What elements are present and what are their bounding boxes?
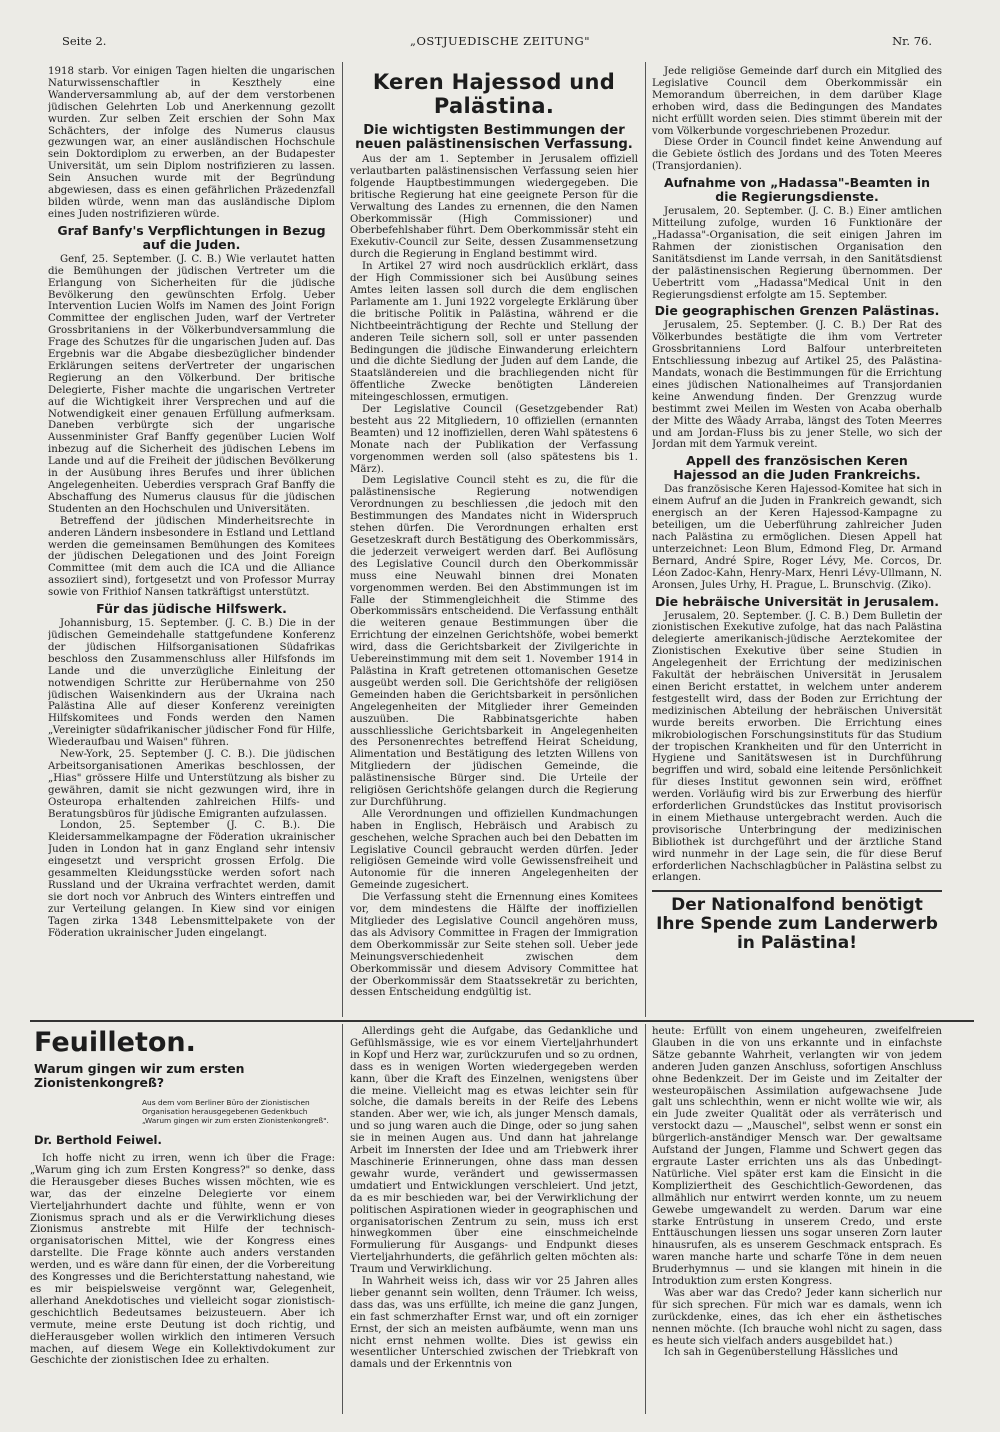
article-text: Johannisburg, 15. September. (J. C. B.) Die in der jüdischen Gemeindehalle stattgefundene Konferenz der jüdischen Hilfsorganisationen Südafrikas beschloss den Zusammenschluss aller Hilfsfonds im Lande und die unverzügliche Einleitung der notwendigen Schritte zur Herübernahme von 250 jüdischen Waisenkindern aus der Ukraina nach Palästina Alle auf dieser Konferenz vereinigten Hilfskomitees und Fonds werden den Namen „Vereinigter südafrikanischer jüdischer Fond für Hilfe, Wiederaufbau und Waisen" führen. [48,618,335,749]
running-head [0,34,1000,56]
column-rule [645,1024,646,1414]
article-heading: Appell des französischen Keren Hajessod an die Juden Frankreichs. [673,453,921,483]
article-text: Diese Order in Council findet keine Anwendung auf die Gebiete östlich des Jordans und des Toten Meeres (Transjordanien). [652,137,942,173]
feuilleton-title: Feuilleton. [34,1027,196,1058]
feuilleton-divider [30,1020,974,1022]
article-text: Die Verfassung steht die Ernennung eines Komitees vor, dem mindestens die Hälfte der inoffiziellen Mitglieder des Legislative Council angehören muss, das als Advisory Committee in Fragen der Immigration dem Oberkommissär zur Seite stehen soll. Ueber jede Meinungsverschiedenheit zwischen dem Oberkommissär und diesem Advisory Committee hat der Oberkommissär dem Staatssekretär zu berichten, dessen Entscheidung endgültig ist. [350,892,638,999]
article-heading: Graf Banfy's Verpflichtungen in Bezug auf die Juden. [57,222,326,252]
source-note: Aus dem vom Berliner Büro der Zionistischen Organisation herausgegebenen Gedenkbuch „Warum gingen wir zum ersten Zionistenkongreß". [142,1098,329,1125]
article-text: Alle Verordnungen und offiziellen Kundmachungen haben in Englisch, Hebräisch und Arabisch zu geschehen, welche Sprachen auch bei den Debatten im Legislative Council gebraucht werden dürfen. Jeder religiösen Gemeinde wird volle Gewissensfreiheit und Autonomie für die inneren Angelegenheiten der Gemeinde zugesichert. [350,808,638,892]
column-rule [342,1024,343,1414]
article-text: In Artikel 27 wird noch ausdrücklich erklärt, dass der High Commissioner sich bei Ausübung seines Amtes leiten lassen soll durch die dem englischen Parlamente am 1. Juni 1922 vorgelegte Erklärung über die britische Politik in Palästina, während er die Nichtbeeinträchtigung der Rechte und Stellung der anderen Teile sichern soll, soll er unter passenden Bedingungen die jüdische Einwanderung erleichtern und die dichte Siedlung der Juden auf dem Lande, die Staatsländereien und die brachliegenden nicht für öffentliche Zwecke benötigten Ländereien miteingeschlossen, ermutigen. [350,261,638,404]
feuilleton-text: Was aber war das Credo? Jeder kann sicherlich nur für sich sprechen. Für mich war es damals, wenn ich zurückdenke, eines, das ich eher ein ästhetisches nennen möchte. (Ich brauche wohl nicht zu sagen, dass es heute sich vielfach anders ausgebildet hat.) [652,1287,942,1347]
page-number: Seite 2. [62,34,107,48]
article-text: Genf, 25. September. (J. C. B.) Wie verlautet hatten die Bemühungen der jüdischen Vertreter um die Erlangung von Sicherheiten für die jüdische Bevölkerung den gewünschten Erfolg. Ueber Intervention Lucien Wolfs im Namen des Joint Forign Committee der englischen Juden, warf der Vertreter Grossbritaniens in der Völkerbundversammlung die Frage des Schutzes für die ungarischen Juden auf. Das Ergebnis war die Abgabe diesbezüglicher bindender Erklärungen seitens derVertreter der ungarischen Regierung an den Völkerbund. Der britische Delegierte, Fisher machte die ungarischen Vertreter auf die Wichtigkeit ihrer Versprechen und auf die Notwendigkeit einer genauen Erfüllung aufmerksam. Daneben verbürgte sich der ungarische Aussenminister Graf Banffy gegenüber Lucien Wolf inbezug auf die Sicherheit des jüdischen Lebens im Lande und auf die Freiheit der jüdischen Bevölkerung in der Ausübung ihres Berufes und ihrer üblichen Angelegenheiten. Ueberdies versprach Graf Banffy die Abschaffung des Numerus clausus für die jüdischen Studenten an den Hochschulen und Universitäten. [48,253,335,515]
feuilleton-text: Allerdings geht die Aufgabe, das Gedankliche und Gefühlsmässige, wie es vor einem Vierteljahrhundert in Kopf und Herz war, zurückzurufen und so zu ordnen, dass es in wenigen Worten wiedergegeben werden kann, über die Kraft des Einzelnen, wenigstens über die meine. Vielleicht mag es etwas leichter sein für solche, die damals bereits in der Reife des Lebens standen. Aber wer, wie ich, als junger Mensch damals, und so jung waren auch die Dinge, oder so jung sahen sie in meinen Augen aus. Und dann hat jahrelange Arbeit im Innersten der Idee und am Triebwerk ihrer Maschinerie Erinnerungen, ohne dass man dessen gewahr wurde, verändert und gewissermassen umdatiert und Entwicklungen verschleiert. Und jetzt, da es mir beschieden war, bei der Verwirklichung der politischen Aspirationen wieder in geographischen und organisatorischen Zentrum zu sein, muss ich erst hinwegkommen über eine einschmeichelnde Formulierung für Ausgangs- und Endpunkt dieses Vierteljahrhunderts, die gefährlich gelten möchten als: Traum und Verwirklichung. [350,1026,638,1276]
feuilleton-text: In Wahrheit weiss ich, dass wir vor 25 Jahren alles lieber genannt sein wollten, denn Träumer. Ich weiss, dass das, was uns erfüllte, ich meine die ganz Jungen, ein fast schmerzhafter Ernst war, und oft ein zorniger Ernst, der sich an meisten aufbäumte, wenn man uns nicht ernst nehmen wollte. Dies ist gewiss ein wesentlicher Unterschied zwischen der Triebkraft von damals und der Erkenntnis von [350,1276,638,1371]
section-masthead: Keren Hajessod und Palästina. [372,70,616,118]
divider [652,890,942,892]
article-text: New-York, 25. September (J. C. B.). Die jüdischen Arbeitsorganisationen Amerikas beschlossen, der „Hias" grössere Hilfe und Unterstützung als bisher zu gewähren, damit sie nicht gezwungen wird, ihre in Osteuropa erhaltenden zahlreichen Hilfs- und Beratungsbüros für jüdische Emigranten aufzulassen. [48,749,335,820]
article-heading: Die geographischen Grenzen Palästinas. [654,303,940,319]
article-heading: Für das jüdische Hilfswerk. [96,601,287,617]
article-text: Jerusalem, 20. September. (J. C. B.) Einer amtlichen Mitteilung zufolge, wurden 16 Funktionäre der „Hadassa"-Organisation, die seit einigen Jahren im Rahmen der zionistischen Organisation den Sanitätsdienst im Lande verrsah, in den Sanitätsdienst der palästinensischen Regierung übernommen. Der Uebertritt vom „Hadassa"Medical Unit in den Regierungsdienst erfolgte am 15. September. [652,206,942,301]
column-2 [350,66,638,1016]
article-text: Betreffend der jüdischen Minderheitsrechte in anderen Ländern insbesondere in Estland und Lettland werden die gemeinsamen Bemühungen des Komitees der jüdischen Delegationen und des Joint Foreign Committee (mit dem auch die ICA und die Alliance assoziiert sind), fortgesetzt und von Professor Murray sowie von Frithiof Nansen tatkräftigst unterstützt. [48,515,335,599]
article-text: Jerusalem, 25. September. (J. C. B.) Der Rat des Völkerbundes bestätigte die ihm vom Vertreter Grossbritanniens Lord Balfour unterbreiteten Entschliessung inbezug auf Artikel 25, des Palästina-Mandats, wonach die Bestimmungen für die Errichtung eines jüdischen Nationalheimes auf Transjordanien keine Anwendung finden. Der Grenzzug wurde bestimmt zwei Meilen im Westen von Acaba oberhalb der Mitte des Wâady Arraba, längst des Toten Meerres und am Jordan-Fluss bis zu jener Stelle, wo sich der Jordan mit dem Yarmuk vereint. [652,320,942,451]
author-name: Dr. Berthold Feiwel. [34,1133,162,1147]
feuilleton-column-1 [30,1026,335,1421]
feuilleton-subtitle: Warum gingen wir zum ersten Zionistenkongreß? [34,1061,245,1090]
feuilleton-column-3 [652,1026,942,1421]
article-heading: Aufnahme von „Hadassa"-Beamten in die Regierungsdienste. [664,175,930,205]
article-text: 1918 starb. Vor einigen Tagen hielten die ungarischen Naturwissenschaftler in Keszthely eine Wanderversammlung ab, auf der dem verstorbenen jüdischen Gelehrten Lob und Anerkennung gezollt wurden. Zur selben Zeit erschien der Sohn Max Schächters, der infolge des Numerus clausus gezwungen war, an einer ausländischen Hochschule sein Doktordiplom zu erwerben, an der Budapester Universität, um sein Diplom nostrifizieren zu lassen. Sein Ansuchen wurde mit der Begründung abgewiesen, dass es einen gefährlichen Präzedenzfall bilden würde, wenn man das ausländische Diplom eines Juden nostrifizieren würde. [48,66,335,220]
article-text: London, 25. September (J. C. B.). Die Kleidersammelkampagne der Föderation ukrainischer Juden in London hat in ganz England sehr intensiv eingesetzt und verspricht grossen Erfolg. Die gesammelten Kleidungsstücke werden sofort nach Russland und der Ukraina verfrachtet werden, damit sie dort noch vor Anbruch des Winters eintreffen und zur Verteilung gelangen. In Kiew sind vor einigen Tagen zirka 1348 Lebensmittelpakete von der Föderation ukrainischer Juden eingelangt. [48,820,335,939]
article-text: Jerusalem, 20. September. (J. C. B.) Dem Bulletin der zionistischen Exekutive zufolge, hat das nach Palästina delegierte amerikanisch-jüdische Aerztekomitee der Zionistischen Exekutive über seine Studien in Angelegenheit der Errichtung der medizinischen Fakultät der hebräischen Universität in Jerusalem einen Bericht erstattet, in welchem unter anderem festgestellt wird, dass der Boden zur Errichtung der medizinischen Abteilung der hebräischen Universität wurde bereits erworben. Die Errichtung eines mikrobiologischen Forschungsinstituts für das Studium der tropischen Krankheiten und für den Unterricht in Hygiene und Sanitätswesen ist in Durchführung begriffen und wird, sobald eine leitende Persönlichkeit für dieses Institut gewonnen sein wird, eröffnet werden. Vorläufig wird bis zur Erwerbung des hierfür erforderlichen Grundstückes das Institut provisorisch in einem Miethause untergebracht werden. Auch die provisorische Unterbringung der medizinischen Bibliothek ist durchgeführt und der ärztliche Stand wird nunmehr in der Lage sein, die für diese Beruf erforderlichen Nachschlagbücher in Palästina selbst zu erlangen. [652,610,942,884]
article-heading: Die hebräische Universität in Jerusalem. [654,593,939,609]
article-text: Dem Legislative Council steht es zu, die für die palästinensische Regierung notwendigen Verordnungen zu beschliessen ,die jedoch mit den Bestimmungen des Mandates nicht in Widerspruch stehen dürfen. Die Verordnungen erhalten erst Gesetzeskraft durch Bestätigung des Oberkommissärs, die jederzeit verweigert werden darf. Bei Auflösung des Legislative Council durch den Oberkommissär muss eine Neuwahl binnen drei Monaten vorgenommen werden. Bei den Abstimmungen ist im Falle der Stimmengleichheit die Stimme des Oberkommissärs entscheidend. Die Verfassung enthält die weiteren genaue Bestimmungen über die Errichtung der einzelnen Gerichtshöfe, wobei bemerkt wird, dass die Gerichtsbarkeit der Zivilgerichte in Uebereinstimmung mit dem seit 1. November 1914 in Palästina in Kraft getretenen ottomanischen Gesetze ausgeübt werden soll. Die Gerichtshöfe der religiösen Gemeinden haben die Gerichtsbarkeit in persönlichen Angelegenheiten der Mitglieder ihrer Gemeinden auszuüben. Die Rabbinatsgerichte haben ausschliessliche Gerichtsbarkeit in Angelegenheiten des Personenrechtes betreffend Heirat Scheidung, Alimentation und Bestätigung des letzten Willens von Mitgliedern der jüdischen Gemeinde, die palästinensische Bürger sind. Die Urteile der religiösen Gerichtshöfe gelangen durch die Regierung zur Durchführung. [350,475,638,808]
column-1 [48,66,335,1016]
feuilleton-text: Ich sah in Gegenüberstellung Hässliches und [664,1347,899,1359]
feuilleton-text: Ich hoffe nicht zu irren, wenn ich über die Frage: „Warum ging ich zum Ersten Kongress?" so denke, dass die Herausgeber dieses Buches wissen möchten, wie es war, das der einzelne Delegierte vor einem Vierteljahrhundert dachte und fühlte, wenn er von Zionismus sprach und als er die Verwirklichung dieses Zionismus anstrebte mit Hilfe der technisch-organisatorischen Mittel, wie der Kongress eines darstellte. Die Frage könnte auch anders verstanden werden, und es wäre dann für einen, der die Vorbereitung des Kongresses und die Berichterstattung nahestand, wie es mir beispielsweise vergönnt war, Gelegenheit, allerhand Anekdotisches und vielleicht sogar zionistisch-geschichtlich Bedeutsames beizusteuern. Aber ich vermute, meine erste Deutung ist doch richtig, und dieHerausgeber wollen wirklich den intimeren Versuch machen, auf diesem Wege ein Kollektivdokument zur Geschichte der zionistischen Idee zu erhalten. [30,1153,335,1367]
feuilleton-column-2 [350,1026,638,1421]
newspaper-title: „OSTJUEDISCHE ZEITUNG" [410,34,590,48]
column-rule [645,62,646,1017]
feuilleton-text: heute: Erfüllt von einem ungeheuren, zweifelfreien Glauben in die von uns erkannte und in einfachste Sätze gebannte Wahrheit, verlangten wir von jedem anderen Juden ganzen Anschluss, sofortigen Anschluss ohne Bedenkzeit. Der im Geiste und im Zeitalter der westeuropäischen Assimilation aufgewachsene Jude galt uns schlechthin, wenn er nicht wollte wie wir, als ein Jude zweiter Qualität oder als verräterisch und verstockt dazu — „Mauschel", selbst wenn er sonst ein bürgerlich-anständiger Mensch war. Der gewaltsame Aufstand der Jungen, Flamme und Schwert gegen das ergraute Laster errichten uns als das Unbedingt-Natürliche. Viel später erst kam die Einsicht in die Kompliziertheit des Geschichtlich-Gewordenen, das allmählich nur entwirrt werden konnte, um zu neuem Gewebe umgewandelt zu werden. Darum war eine starke Entrüstung in unserem Credo, und erste Enttäuschungen liessen uns sogar unseren Zorn lauter hinausrufen, als es unserem Geschmack entsprach. Es waren manche harte und scharfe Töne in dem neuen Bruderhymnus — und sie klangen mit hinein in die Introduktion zum ersten Kongress. [652,1026,942,1288]
article-text: Jede religiöse Gemeinde darf durch ein Mitglied des Legislative Council dem Oberkommissär ein Memorandum überreichen, in dem darüber Klage erhoben wird, dass die Bedingungen des Mandates nicht erfüllt worden seien. Dies stimmt überein mit der vom Völkerbunde vorgeschriebenen Prozedur. [652,66,942,137]
national-fund-appeal: Der Nationalfond benötigt Ihre Spende zum Landerwerb in Palästina! [656,895,938,954]
column-rule [342,62,343,1017]
article-heading: Die wichtigsten Bestimmungen der neuen palästinensischen Verfassung. [355,123,633,152]
issue-number: Nr. 76. [892,34,932,48]
article-text: Aus der am 1. September in Jerusalem offiziell verlautbarten palästinensischen Verfassung seien hier folgende Hauptbestimmungen wiedergegeben. Die britische Regierung hat eine geeignete Person für die Verwaltung des Landes zu ernennen, die den Namen Oberkommissär (High Commissioner) und Oberbefehlshaber führt. Dem Oberkommissär steht ein Exekutiv-Council zur Seite, dessen Zusammensetzung durch die Regierung in England bestimmt wird. [350,154,638,261]
column-3 [652,66,942,1016]
article-text: Das französische Keren Hajessod-Komitee hat sich in einem Aufruf an die Juden in Frankreich gewandt, sich energisch an der Keren Hajessod-Kampagne zu beteiligen, um die Ueberführung zahlreicher Juden nach Palästina zu ermöglichen. Diesen Appell hat unterzeichnet: Leon Blum, Edmond Fleg, Dr. Armand Bernard, André Spire, Roger Lévy, Me. Corcos, Dr. Léon Zadoc-Kahn, Henry-Marx, Henri Lévy-Ullmann, N. Aronsen, Jules Urhy, H. Prague, L. Brunschvig. (Ziko). [652,484,942,591]
article-text: Der Legislative Council (Gesetzgebender Rat) besteht aus 22 Mitgliedern, 10 offiziellen (ernannten Beamten) und 12 inoffiziellen, deren Wahl spätestens 6 Monate nach der Publikation der Verfassung vorgenommen werden soll (also spätestens bis 1. März). [350,404,638,475]
